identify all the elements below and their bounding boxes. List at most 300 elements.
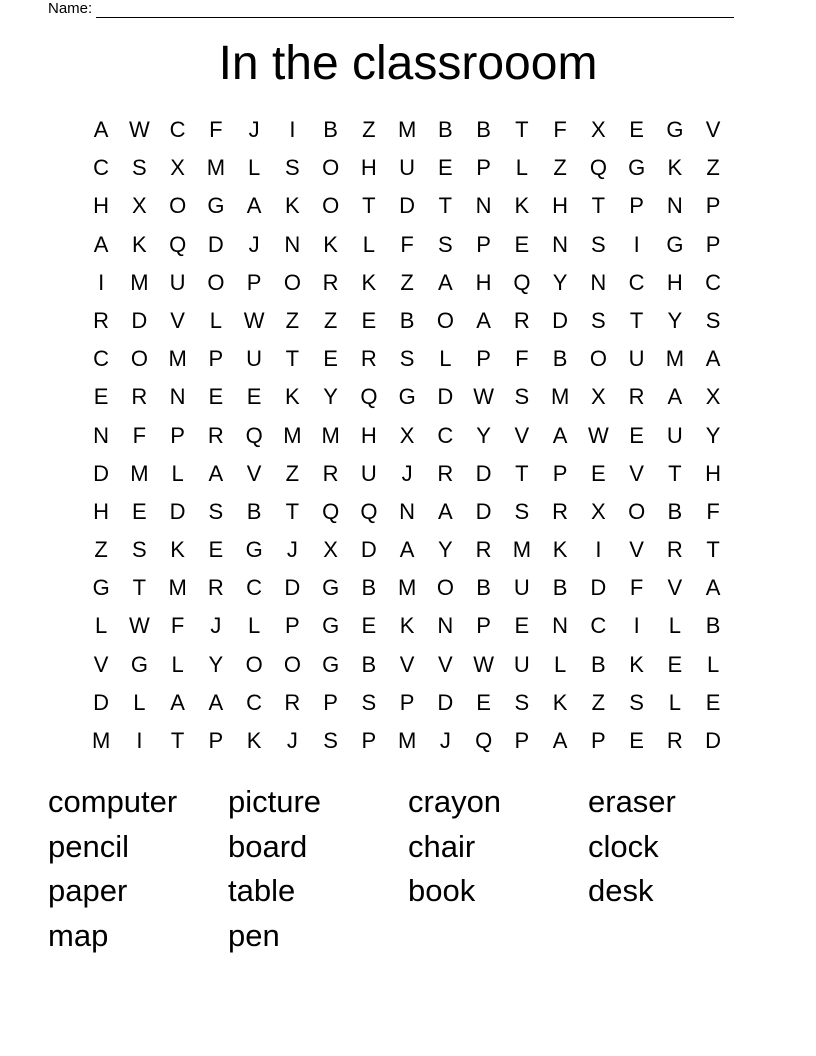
grid-letter: O xyxy=(628,498,646,524)
grid-letter: A xyxy=(552,728,568,753)
grid-letter: H xyxy=(552,193,569,219)
grid-letter: H xyxy=(360,155,377,181)
grid-letter: T xyxy=(515,117,529,142)
word-list-item: chair xyxy=(408,828,476,864)
word-list-item: book xyxy=(408,873,476,909)
grid-letter: T xyxy=(438,193,453,219)
grid-letter: I xyxy=(289,117,296,142)
grid-letter: M xyxy=(206,155,226,181)
grid-letter: A xyxy=(705,346,721,372)
grid-letter: P xyxy=(705,193,721,219)
grid-letter: F xyxy=(209,117,223,142)
grid-letter: O xyxy=(169,193,187,219)
grid-letter: G xyxy=(207,193,225,219)
grid-letter: D xyxy=(475,460,492,486)
grid-letter: X xyxy=(591,384,606,410)
grid-letter: R xyxy=(628,384,645,410)
grid-letter: P xyxy=(208,728,224,753)
grid-letter: B xyxy=(438,117,453,142)
grid-letter: Q xyxy=(513,269,531,295)
grid-letter: D xyxy=(590,575,607,601)
grid-letter: O xyxy=(283,269,301,295)
grid-letter: S xyxy=(591,231,606,257)
grid-letter: V xyxy=(629,460,644,486)
grid-letter: L xyxy=(248,613,261,639)
grid-letter: C xyxy=(628,269,645,295)
grid-letter: B xyxy=(705,613,721,639)
grid-letter: T xyxy=(285,346,300,372)
grid-letter: M xyxy=(283,422,302,448)
grid-letter: K xyxy=(246,728,262,753)
word-list-item: crayon xyxy=(408,784,502,819)
grid-letter: M xyxy=(550,384,570,410)
grid-letter: G xyxy=(322,575,340,601)
grid-letter: R xyxy=(322,460,339,486)
grid-letter: S xyxy=(705,307,721,333)
grid-letter: W xyxy=(587,422,609,448)
grid-letter: J xyxy=(210,613,222,639)
grid-letter: L xyxy=(171,651,184,677)
grid-letter: T xyxy=(706,537,720,563)
grid-letter: G xyxy=(245,537,263,563)
grid-letter: B xyxy=(591,651,606,677)
grid-letter: R xyxy=(437,460,454,486)
grid-letter: I xyxy=(98,269,105,295)
word-list-item: pen xyxy=(228,918,280,954)
grid-letter: A xyxy=(667,384,683,410)
grid-letter: G xyxy=(628,155,646,181)
grid-letter: R xyxy=(93,307,110,333)
grid-letter: S xyxy=(323,728,338,753)
grid-letter: X xyxy=(323,537,338,563)
name-label: Name: xyxy=(48,0,93,17)
grid-letter: D xyxy=(284,575,301,601)
grid-letter: J xyxy=(439,728,451,753)
grid-letter: A xyxy=(208,689,224,715)
grid-letter: A xyxy=(246,193,262,219)
grid-letter: S xyxy=(514,498,530,524)
grid-letter: P xyxy=(629,193,644,219)
grid-letter: L xyxy=(668,613,681,639)
grid-letter: V xyxy=(629,537,644,563)
grid-letter: V xyxy=(667,575,683,601)
grid-letter: Y xyxy=(705,422,721,448)
grid-letter: E xyxy=(208,537,224,563)
grid-letter: I xyxy=(595,537,602,563)
grid-letter: R xyxy=(131,384,148,410)
grid-letter: L xyxy=(95,613,108,639)
grid-letter: G xyxy=(666,117,684,142)
grid-letter: Q xyxy=(169,231,187,257)
grid-letter: E xyxy=(591,460,606,486)
grid-letter: L xyxy=(171,460,184,486)
grid-letter: T xyxy=(629,307,644,333)
grid-letter: V xyxy=(93,651,109,677)
grid-letter: H xyxy=(360,422,377,448)
grid-letter: K xyxy=(170,537,185,563)
grid-letter: D xyxy=(705,728,722,753)
grid-letter: M xyxy=(321,422,340,448)
grid-letter: O xyxy=(130,346,148,372)
grid-letter: N xyxy=(552,613,569,639)
word-list xyxy=(48,780,768,959)
grid-letter: D xyxy=(360,537,377,563)
word-list-item: map xyxy=(48,918,109,954)
word-list-item: pencil xyxy=(48,828,129,864)
grid-letter: E xyxy=(629,728,644,753)
grid-letter: P xyxy=(361,728,377,753)
grid-letter: G xyxy=(398,384,416,410)
grid-letter: G xyxy=(130,651,148,677)
grid-letter: Q xyxy=(245,422,263,448)
grid-letter: U xyxy=(628,346,645,372)
grid-letter: K xyxy=(552,689,568,715)
grid-letter: U xyxy=(513,651,530,677)
grid-letter: B xyxy=(399,307,415,333)
grid-letter: N xyxy=(475,193,492,219)
grid-letter: A xyxy=(705,575,721,601)
grid-letter: F xyxy=(629,575,644,601)
grid-letter: U xyxy=(169,269,186,295)
grid-letter: Y xyxy=(323,384,338,410)
grid-letter: N xyxy=(590,269,607,295)
grid-letter: S xyxy=(399,346,415,372)
grid-letter: N xyxy=(93,422,110,448)
grid-letter: J xyxy=(248,231,260,257)
word-list-item: paper xyxy=(48,873,128,909)
grid-letter: B xyxy=(323,117,338,142)
grid-letter: D xyxy=(552,307,569,333)
grid-letter: E xyxy=(629,422,644,448)
grid-letter: B xyxy=(361,575,377,601)
grid-letter: F xyxy=(553,117,567,142)
grid-letter: O xyxy=(322,155,340,181)
grid-letter: D xyxy=(169,498,186,524)
grid-letter: I xyxy=(633,613,640,639)
grid-letter: P xyxy=(476,155,491,181)
grid-letter: B xyxy=(361,651,377,677)
grid-letter: S xyxy=(285,155,300,181)
grid-letter: R xyxy=(207,575,224,601)
grid-letter: Y xyxy=(667,307,683,333)
grid-letter: Q xyxy=(360,384,378,410)
grid-letter: O xyxy=(589,346,607,372)
word-list-item: table xyxy=(228,873,296,909)
grid-letter: T xyxy=(591,193,606,219)
grid-letter: B xyxy=(476,575,491,601)
grid-letter: P xyxy=(399,689,415,715)
grid-letter: P xyxy=(170,422,185,448)
grid-letter: P xyxy=(208,346,224,372)
grid-letter: A xyxy=(170,689,185,715)
grid-letter: B xyxy=(667,498,683,524)
grid-letter: P xyxy=(323,689,338,715)
page-title: In the classrooom xyxy=(218,37,598,90)
grid-letter: X xyxy=(591,117,606,142)
grid-letter: L xyxy=(439,346,452,372)
grid-letter: Z xyxy=(362,117,376,142)
grid-letter: Y xyxy=(476,422,491,448)
grid-letter: D xyxy=(437,384,454,410)
grid-letter: F xyxy=(515,346,529,372)
grid-letter: P xyxy=(476,346,491,372)
grid-letter: E xyxy=(514,613,530,639)
grid-letter: E xyxy=(208,384,224,410)
grid-letter: V xyxy=(705,117,721,142)
grid-letter: O xyxy=(245,651,263,677)
grid-letter: P xyxy=(591,728,606,753)
grid-letter: C xyxy=(169,117,186,142)
grid-letter: W xyxy=(473,651,494,677)
grid-letter: E xyxy=(132,498,147,524)
grid-letter: S xyxy=(438,231,453,257)
grid-letter: Q xyxy=(360,498,378,524)
grid-letter: S xyxy=(514,689,530,715)
grid-letter: W xyxy=(128,117,150,142)
grid-letter: N xyxy=(169,384,186,410)
grid-letter: Q xyxy=(475,728,493,753)
grid-letter: R xyxy=(360,346,377,372)
grid-letter: X xyxy=(399,422,415,448)
grid-letter: U xyxy=(360,460,377,486)
grid-letter: T xyxy=(170,728,185,753)
grid-letter: Z xyxy=(400,269,414,295)
grid-letter: F xyxy=(170,613,185,639)
grid-letter: R xyxy=(513,307,530,333)
grid-letter: C xyxy=(590,613,607,639)
grid-letter: L xyxy=(515,155,528,181)
grid-letter: N xyxy=(399,498,416,524)
grid-letter: R xyxy=(666,728,683,753)
grid-letter: S xyxy=(591,307,606,333)
grid-letter: C xyxy=(246,575,263,601)
grid-letter: E xyxy=(705,689,721,715)
grid-letter: W xyxy=(473,384,494,410)
grid-letter: M xyxy=(130,269,149,295)
grid-letter: M xyxy=(397,728,417,753)
grid-letter: S xyxy=(629,689,644,715)
grid-letter: U xyxy=(666,422,683,448)
grid-letter: L xyxy=(133,689,146,715)
grid-letter: R xyxy=(322,269,339,295)
grid-letter: D xyxy=(131,307,148,333)
grid-letter: X xyxy=(705,384,721,410)
grid-letter: L xyxy=(554,651,567,677)
grid-letter: V xyxy=(514,422,530,448)
grid-letter: T xyxy=(668,460,682,486)
grid-letter: O xyxy=(207,269,225,295)
grid-letter: K xyxy=(361,269,377,295)
grid-letter: V xyxy=(399,651,415,677)
grid-letter: T xyxy=(285,498,300,524)
grid-letter: O xyxy=(436,307,454,333)
grid-letter: V xyxy=(438,651,453,677)
grid-letter: H xyxy=(93,193,110,219)
grid-letter: K xyxy=(132,231,147,257)
grid-letter: L xyxy=(209,307,222,333)
grid-letter: A xyxy=(93,231,109,257)
grid-letter: M xyxy=(665,346,685,372)
grid-letter: H xyxy=(666,269,683,295)
grid-letter: E xyxy=(361,307,377,333)
grid-letter: T xyxy=(362,193,376,219)
grid-letter: E xyxy=(246,384,262,410)
grid-letter: X xyxy=(591,498,606,524)
grid-letter: K xyxy=(285,193,300,219)
grid-letter: G xyxy=(322,613,340,639)
grid-letter: W xyxy=(243,307,265,333)
grid-letter: L xyxy=(248,155,261,181)
grid-letter: P xyxy=(514,728,530,753)
grid-letter: A xyxy=(476,307,491,333)
grid-letter: B xyxy=(246,498,262,524)
grid-letter: A xyxy=(93,117,109,142)
grid-letter: A xyxy=(399,537,415,563)
letter-grid xyxy=(82,111,732,760)
grid-letter: V xyxy=(246,460,262,486)
grid-letter: N xyxy=(666,193,683,219)
grid-letter: Y xyxy=(208,651,224,677)
grid-letter: E xyxy=(629,117,644,142)
grid-letter: R xyxy=(475,537,492,563)
grid-letter: M xyxy=(397,117,417,142)
grid-letter: L xyxy=(668,689,681,715)
grid-letter: K xyxy=(323,231,338,257)
grid-letter: C xyxy=(246,689,263,715)
grid-letter: Z xyxy=(285,307,300,333)
grid-letter: C xyxy=(93,155,110,181)
word-list-item: picture xyxy=(228,784,322,819)
grid-letter: N xyxy=(437,613,454,639)
grid-letter: K xyxy=(552,537,568,563)
grid-letter: F xyxy=(400,231,414,257)
grid-letter: Z xyxy=(323,307,338,333)
grid-letter: F xyxy=(706,498,720,524)
grid-letter: X xyxy=(170,155,185,181)
grid-letter: P xyxy=(476,613,491,639)
grid-letter: I xyxy=(136,728,143,753)
grid-letter: H xyxy=(93,498,110,524)
grid-letter: E xyxy=(438,155,453,181)
grid-letter: J xyxy=(248,117,260,142)
grid-letter: J xyxy=(286,728,298,753)
grid-letter: O xyxy=(283,651,301,677)
grid-letter: L xyxy=(707,651,720,677)
grid-letter: F xyxy=(132,422,147,448)
grid-letter: C xyxy=(437,422,454,448)
grid-letter: D xyxy=(93,460,110,486)
grid-letter: H xyxy=(705,460,722,486)
grid-letter: E xyxy=(361,613,377,639)
grid-letter: K xyxy=(514,193,530,219)
grid-letter: G xyxy=(666,231,684,257)
grid-letter: A xyxy=(208,460,224,486)
grid-letter: Z xyxy=(591,689,606,715)
grid-letter: Y xyxy=(438,537,453,563)
grid-letter: Z xyxy=(285,460,300,486)
name-underline xyxy=(96,2,734,18)
grid-letter: C xyxy=(93,346,110,372)
grid-letter: J xyxy=(401,460,413,486)
grid-letter: T xyxy=(515,460,529,486)
grid-letter: O xyxy=(436,575,454,601)
grid-letter: R xyxy=(552,498,569,524)
grid-letter: M xyxy=(130,460,149,486)
grid-letter: D xyxy=(207,231,224,257)
word-list-item: clock xyxy=(588,828,659,864)
grid-letter: P xyxy=(552,460,568,486)
grid-letter: C xyxy=(705,269,722,295)
grid-letter: T xyxy=(132,575,147,601)
grid-letter: P xyxy=(285,613,300,639)
grid-letter: O xyxy=(322,193,340,219)
grid-letter: K xyxy=(399,613,415,639)
grid-letter: E xyxy=(323,346,338,372)
grid-letter: I xyxy=(633,231,640,257)
grid-letter: G xyxy=(322,651,340,677)
grid-letter: S xyxy=(514,384,530,410)
grid-letter: P xyxy=(705,231,721,257)
grid-letter: M xyxy=(397,575,417,601)
grid-letter: K xyxy=(667,155,683,181)
grid-letter: E xyxy=(667,651,683,677)
grid-letter: D xyxy=(93,689,110,715)
grid-letter: M xyxy=(168,346,187,372)
grid-letter: M xyxy=(91,728,111,753)
grid-letter: A xyxy=(552,422,568,448)
grid-letter: J xyxy=(286,537,298,563)
word-list-item: computer xyxy=(48,784,178,819)
word-list-item: desk xyxy=(588,873,654,909)
grid-letter: X xyxy=(132,193,147,219)
grid-letter: H xyxy=(475,269,492,295)
grid-letter: Q xyxy=(322,498,340,524)
grid-letter: B xyxy=(552,346,568,372)
grid-letter: Y xyxy=(552,269,568,295)
grid-letter: P xyxy=(476,231,491,257)
grid-letter: A xyxy=(438,269,453,295)
grid-letter: U xyxy=(246,346,263,372)
grid-letter: S xyxy=(208,498,224,524)
grid-letter: Z xyxy=(94,537,108,563)
grid-letter: D xyxy=(475,498,492,524)
grid-letter: E xyxy=(514,231,530,257)
grid-letter: S xyxy=(132,155,147,181)
grid-letter: M xyxy=(512,537,532,563)
grid-letter: L xyxy=(362,231,375,257)
grid-letter: D xyxy=(437,689,454,715)
grid-letter: Z xyxy=(706,155,720,181)
grid-letter: N xyxy=(284,231,301,257)
grid-letter: M xyxy=(168,575,187,601)
grid-letter: R xyxy=(284,689,301,715)
grid-letter: D xyxy=(399,193,416,219)
grid-letter: Q xyxy=(589,155,607,181)
name-field xyxy=(48,0,734,18)
word-list-item: eraser xyxy=(588,784,676,819)
grid-letter: R xyxy=(666,537,683,563)
grid-letter: N xyxy=(552,231,569,257)
grid-letter: V xyxy=(170,307,185,333)
grid-letter: U xyxy=(513,575,530,601)
grid-letter: R xyxy=(207,422,224,448)
grid-letter: W xyxy=(128,613,150,639)
grid-letter: Z xyxy=(553,155,567,181)
grid-letter: B xyxy=(476,117,491,142)
grid-letter: E xyxy=(476,689,491,715)
grid-letter: G xyxy=(92,575,110,601)
grid-letter: K xyxy=(285,384,300,410)
